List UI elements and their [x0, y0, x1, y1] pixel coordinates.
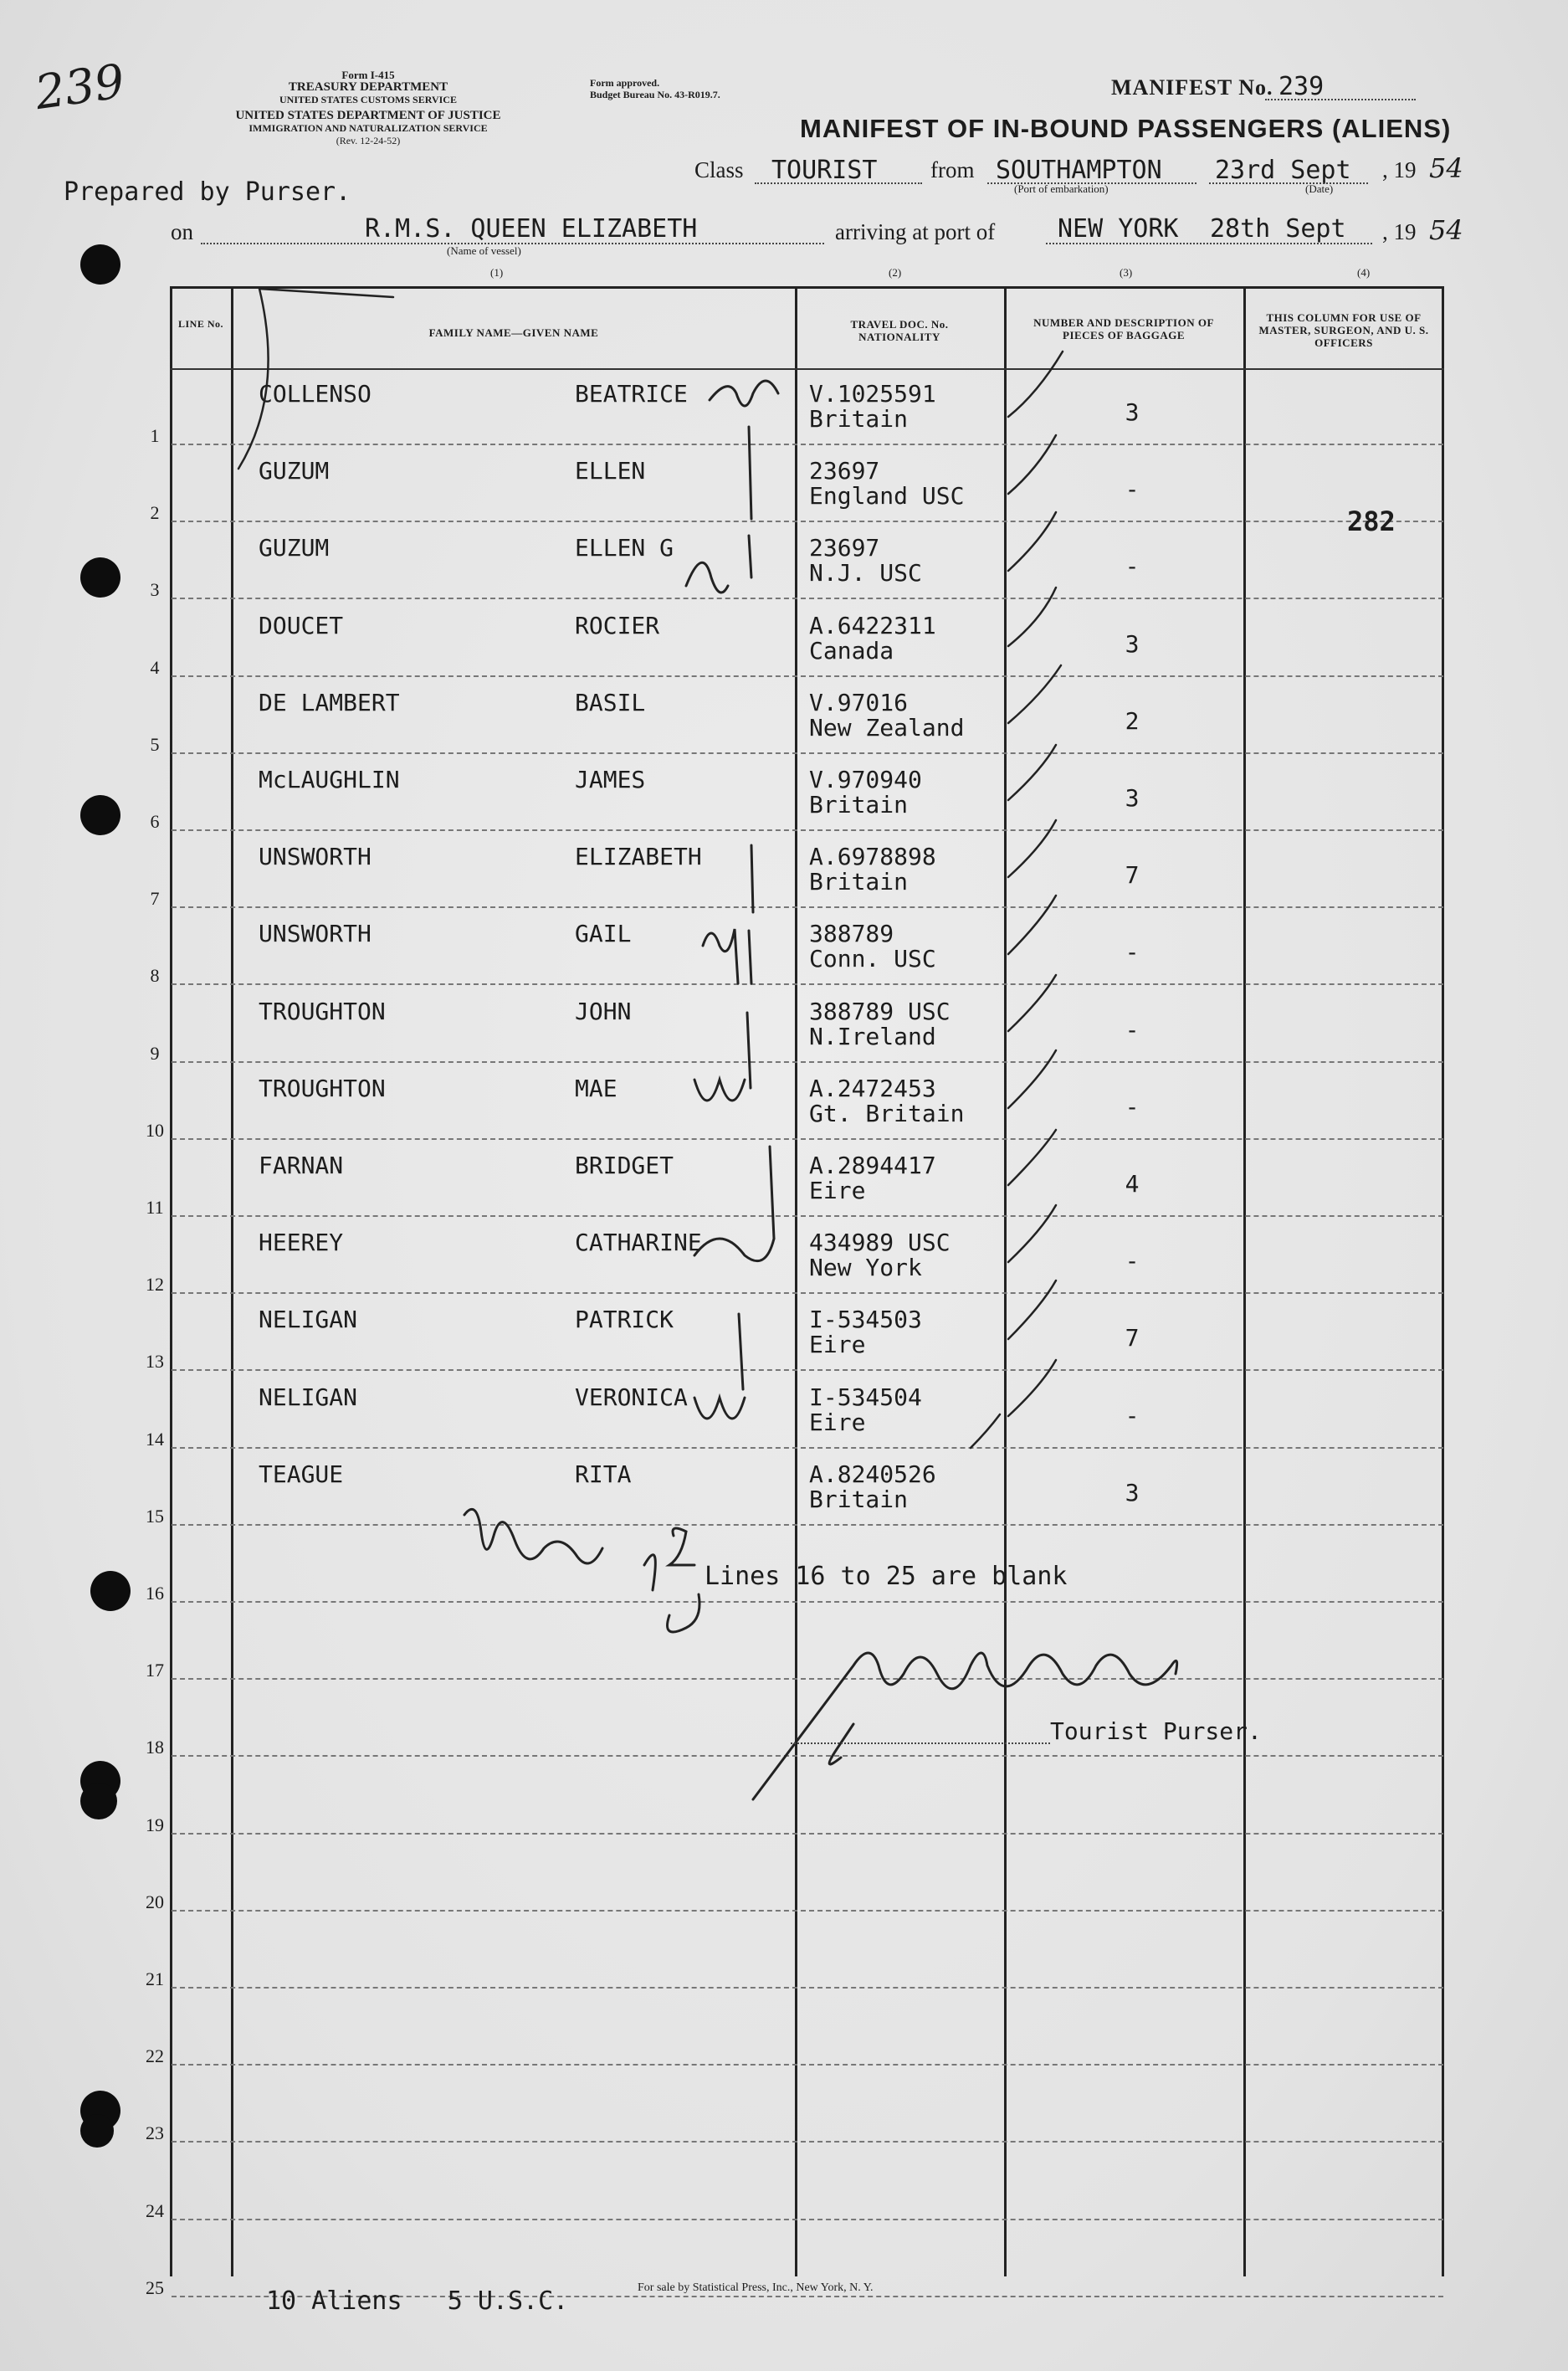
on-label: on: [171, 219, 193, 244]
line-number: 3: [150, 579, 160, 601]
revision: (Rev. 12-24-52): [336, 135, 401, 146]
table-row: [146, 1449, 1443, 1527]
manifest-number: 239: [1278, 72, 1325, 101]
table-row: [146, 1603, 1443, 1681]
travel-doc: V.1025591: [809, 380, 936, 408]
given-name: GAIL: [575, 920, 632, 948]
family-name: COLLENSO: [259, 380, 372, 408]
line-number: 17: [146, 1660, 164, 1681]
line-number: 4: [150, 656, 160, 678]
year-prefix-2: , 19: [1382, 219, 1417, 244]
nationality: Canada: [809, 636, 894, 665]
line-number: 21: [146, 1968, 164, 1989]
table-row: [150, 677, 1443, 755]
baggage-count: 3: [1125, 1478, 1140, 1506]
table-row: [150, 445, 1443, 524]
baggage-count: 3: [1125, 398, 1140, 426]
manifest-number-line: [1265, 99, 1416, 100]
line-number: 11: [146, 1197, 164, 1218]
punch-hole: [80, 1783, 117, 1819]
agency-block: [172, 69, 565, 147]
table-row: [146, 1063, 1443, 1141]
nationality: Britain: [809, 791, 909, 819]
nationality: England USC: [809, 482, 965, 511]
table-row: [146, 1140, 1443, 1218]
line-number: 14: [146, 1428, 164, 1450]
table-row: [146, 1217, 1443, 1296]
travel-doc: A.2894417: [809, 1152, 936, 1179]
purser-label: Tourist Purser.: [1050, 1717, 1262, 1745]
given-name: JAMES: [575, 766, 646, 793]
class-label: Class: [694, 157, 744, 182]
table-row: [146, 1835, 1443, 1912]
nationality: Eire: [809, 1331, 866, 1359]
family-name: McLAUGHLIN: [259, 766, 400, 793]
vessel-label: (Name of vessel): [447, 244, 521, 257]
family-name: DE LAMBERT: [259, 688, 400, 716]
nationality: Eire: [809, 1177, 866, 1204]
line-number: 15: [146, 1505, 164, 1527]
prepared-by: Prepared by Purser.: [64, 177, 351, 207]
line-number: 18: [146, 1737, 164, 1758]
punch-hole: [80, 244, 120, 285]
given-name: VERONICA: [575, 1383, 688, 1411]
given-name: CATHARINE: [575, 1229, 702, 1257]
nationality: Conn. USC: [809, 945, 936, 973]
customs-service: UNITED STATES CUSTOMS SERVICE: [279, 94, 457, 105]
line-number: 2: [150, 502, 160, 524]
given-name: ELLEN G: [575, 534, 674, 562]
blank-note: Lines 16 to 25 are blank: [705, 1562, 1068, 1591]
from-label: from: [930, 157, 975, 182]
given-name: RITA: [575, 1460, 632, 1488]
given-name: MAE: [575, 1074, 617, 1102]
family-name: FARNAN: [259, 1152, 344, 1179]
line-number: 10: [146, 1119, 164, 1141]
given-name: ELIZABETH: [575, 843, 702, 871]
line-number: 24: [146, 2199, 164, 2221]
travel-doc: 23697: [809, 534, 880, 562]
line-number: 5: [150, 733, 160, 755]
punch-hole: [80, 557, 120, 598]
nationality: New Zealand: [809, 713, 965, 742]
table-row: [146, 1758, 1443, 1835]
form-approved: Form approved.: [590, 77, 660, 89]
from-year: 54: [1429, 152, 1463, 184]
table-row: [146, 1294, 1443, 1373]
family-name: TROUGHTON: [259, 997, 386, 1025]
baggage-count: 2: [1125, 706, 1140, 735]
form-name: Form I-415: [341, 69, 395, 81]
nationality: New York: [809, 1254, 922, 1282]
punch-hole: [80, 795, 120, 835]
travel-doc: A.2472453: [809, 1074, 936, 1102]
line-number: 13: [146, 1351, 164, 1373]
arriving-year: 54: [1429, 214, 1463, 246]
header-travel-doc: TRAVEL DOC. No. NATIONALITY: [850, 318, 949, 343]
table-row: [150, 831, 1443, 910]
line-number: 23: [146, 2122, 164, 2144]
baggage-count: -: [1125, 1247, 1140, 1275]
family-name: GUZUM: [259, 457, 330, 485]
table-row: [150, 754, 1443, 832]
baggage-count: 3: [1125, 629, 1140, 658]
baggage-count: -: [1125, 552, 1140, 581]
baggage-count: -: [1125, 938, 1140, 967]
family-name: UNSWORTH: [259, 843, 372, 871]
baggage-count: 3: [1125, 784, 1140, 812]
family-name: UNSWORTH: [259, 920, 372, 948]
baggage-count: -: [1125, 1092, 1140, 1121]
header-officers: THIS COLUMN FOR USE OF MASTER, SURGEON, AND U. S. OFFICERS: [1258, 311, 1429, 349]
travel-doc: 388789 USC: [809, 997, 951, 1025]
travel-doc: I-534503: [809, 1306, 922, 1334]
punch-hole: [90, 1571, 131, 1611]
nationality: Britain: [809, 1485, 909, 1513]
line-number: 1: [150, 425, 160, 446]
travel-doc: A.6422311: [809, 611, 936, 639]
punch-hole: [80, 2114, 114, 2148]
travel-doc: 23697: [809, 457, 880, 485]
year-prefix: , 19: [1382, 157, 1417, 182]
budget-bureau: Budget Bureau No. 43-R019.7.: [590, 89, 720, 100]
line-number: 22: [146, 2045, 164, 2067]
footer-totals: 10 Aliens 5 U.S.C.: [266, 2286, 569, 2316]
table-row: [146, 2066, 1443, 2144]
nationality: N.J. USC: [809, 559, 922, 588]
table-row: [150, 908, 1443, 987]
header-line-no: LINE No.: [177, 318, 223, 330]
from-value: SOUTHAMPTON: [996, 156, 1162, 185]
baggage-count: 7: [1125, 1324, 1140, 1352]
line-number: 6: [150, 811, 160, 832]
date-label: (Date): [1305, 182, 1334, 195]
baggage-count: 7: [1125, 861, 1140, 890]
line-number: 25: [146, 2276, 164, 2298]
baggage-count: -: [1125, 1401, 1140, 1429]
col-number-2: (2): [889, 266, 902, 279]
footer-printer: For sale by Statistical Press, Inc., New York, N. Y.: [638, 2281, 874, 2294]
travel-doc: A.6978898: [809, 843, 936, 871]
nationality: Eire: [809, 1408, 866, 1436]
manifest-label: MANIFEST No.: [1111, 75, 1273, 100]
arriving-label: arriving at port of: [835, 219, 996, 244]
baggage-count: 4: [1125, 1170, 1140, 1198]
given-name: JOHN: [575, 997, 632, 1025]
line-number: 8: [150, 965, 160, 987]
travel-doc: 434989 USC: [809, 1229, 951, 1257]
page-title: MANIFEST OF IN-BOUND PASSENGERS (ALIENS): [800, 114, 1452, 143]
port-embarkation-label: (Port of embarkation): [1014, 182, 1109, 195]
header-name: FAMILY NAME—GIVEN NAME: [428, 326, 599, 339]
family-name: NELIGAN: [259, 1383, 358, 1411]
nationality: Britain: [809, 868, 909, 896]
travel-doc: I-534504: [809, 1383, 922, 1411]
dept-justice: UNITED STATES DEPARTMENT OF JUSTICE: [235, 109, 501, 122]
table-row: [150, 600, 1443, 678]
dept-treasury: TREASURY DEPARTMENT: [288, 80, 448, 94]
class-value: TOURIST: [771, 156, 878, 185]
given-name: BEATRICE: [575, 380, 688, 408]
from-date: 23rd Sept: [1215, 156, 1351, 185]
vessel-value: R.M.S. QUEEN ELIZABETH: [365, 214, 698, 244]
line-number: 9: [150, 1042, 160, 1064]
family-name: DOUCET: [259, 611, 344, 639]
nationality: Britain: [809, 405, 909, 433]
arriving-port: NEW YORK: [1058, 214, 1179, 244]
table-row: [146, 1912, 1443, 1989]
col-number-4: (4): [1357, 266, 1371, 279]
table-row: [150, 368, 1443, 446]
officer-note: 282: [1347, 506, 1396, 537]
travel-doc: V.970940: [809, 766, 922, 793]
nationality: Gt. Britain: [809, 1099, 965, 1127]
table-row: [146, 1372, 1443, 1450]
arriving-date: 28th Sept: [1210, 214, 1346, 244]
line-number: 19: [146, 1814, 164, 1835]
line-number: 20: [146, 1891, 164, 1912]
line-number: 12: [146, 1274, 164, 1296]
baggage-count: -: [1125, 1015, 1140, 1044]
family-name: HEEREY: [259, 1229, 344, 1257]
family-name: TROUGHTON: [259, 1074, 386, 1102]
table-row: [150, 522, 1443, 601]
purser-line: [791, 1742, 1050, 1744]
family-name: TEAGUE: [259, 1460, 344, 1488]
corner-number: 239: [31, 54, 128, 121]
given-name: PATRICK: [575, 1306, 674, 1334]
travel-doc: 388789: [809, 920, 894, 948]
travel-doc: A.8240526: [809, 1460, 936, 1488]
arriving-line: [1046, 243, 1372, 244]
approval-block: [590, 77, 720, 100]
immigration-service: IMMIGRATION AND NATURALIZATION SERVICE: [249, 122, 488, 134]
family-name: NELIGAN: [259, 1306, 358, 1334]
line-number: 7: [150, 888, 160, 910]
given-name: BASIL: [575, 688, 646, 716]
line-number: 16: [146, 1583, 164, 1604]
col-number-3: (3): [1120, 266, 1133, 279]
table-row: [150, 986, 1443, 1064]
given-name: ROCIER: [575, 611, 660, 639]
col-number-1: (1): [490, 266, 504, 279]
from-date-line: [1209, 182, 1368, 184]
nationality: N.Ireland: [809, 1022, 936, 1050]
header-baggage: NUMBER AND DESCRIPTION OF PIECES OF BAGGAGE: [1033, 316, 1214, 341]
given-name: BRIDGET: [575, 1152, 674, 1179]
baggage-count: -: [1125, 475, 1140, 504]
table-row: [146, 2143, 1443, 2221]
family-name: GUZUM: [259, 534, 330, 562]
class-line: [755, 182, 922, 184]
table-row: [146, 1989, 1443, 2067]
given-name: ELLEN: [575, 457, 646, 485]
travel-doc: V.97016: [809, 688, 909, 716]
